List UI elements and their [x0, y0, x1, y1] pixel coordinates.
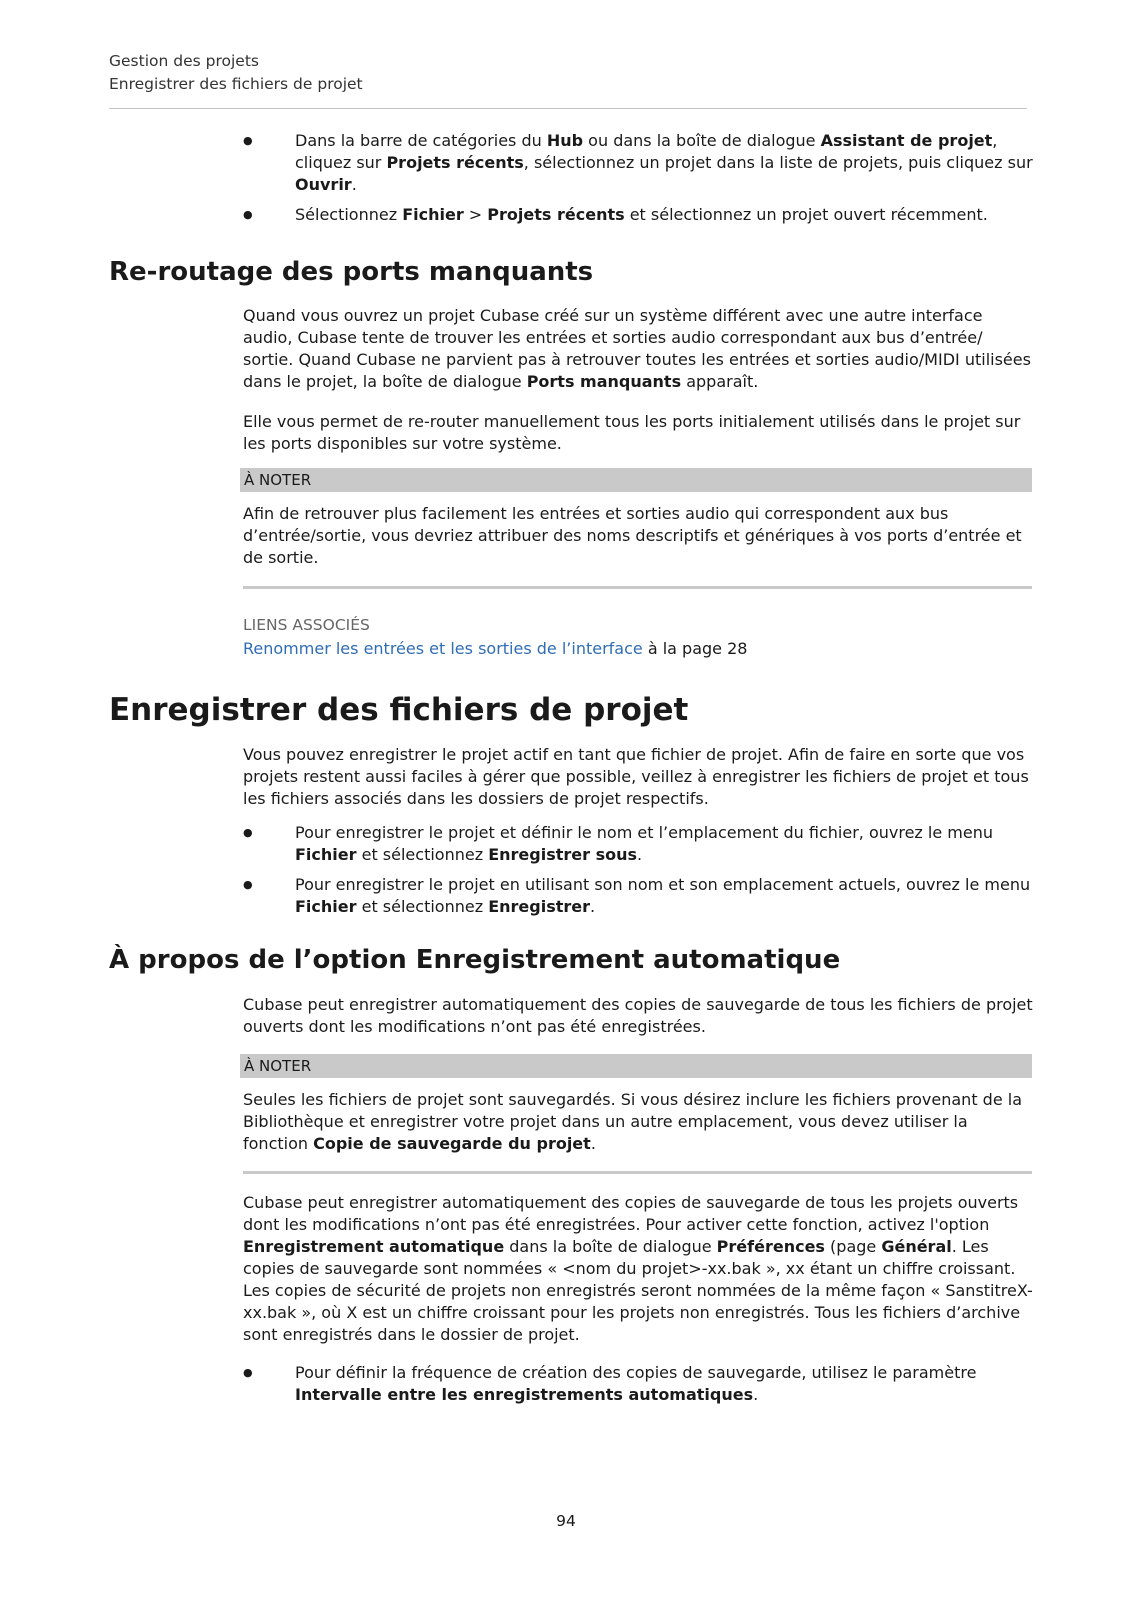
ui-term: Enregistrer sous: [488, 845, 637, 864]
related-links-label: LIENS ASSOCIÉS: [243, 616, 370, 634]
note-label-bar: À NOTER: [240, 468, 1032, 492]
page-number: 94: [556, 1512, 576, 1530]
list-item: ● Pour définir la fréquence de création des copies de sauvegarde, utilisez le paramètre Intervalle entre les enregistrements automatiques.: [243, 1362, 1033, 1406]
related-link-page: à la page 28: [642, 639, 748, 658]
chapter-heading-save: Enregistrer des fichiers de projet: [109, 692, 689, 728]
ui-term: Hub: [546, 131, 584, 150]
ui-term: Projets récents: [386, 153, 524, 172]
related-link[interactable]: Renommer les entrées et les sorties de l’interface: [243, 639, 643, 658]
header-divider: [109, 108, 1027, 109]
note-divider: [243, 1171, 1032, 1174]
note-text: Seules les fichiers de projet sont sauvegardés. Si vous désirez inclure les fichiers provenant de la Bibliothèque et enregistrer votre projet dans un autre emplacement, vous devez utiliser la fonction Copie de sauvegarde du projet.: [243, 1090, 1023, 1153]
section-heading-autosave: À propos de l’option Enregistrement automatique: [109, 945, 841, 975]
autosave-bullet-list: [243, 1362, 1033, 1414]
note-text: Afin de retrouver plus facilement les entrées et sorties audio qui correspondent aux bus d’entrée/sortie, vous devriez attribuer des noms descriptifs et génériques à vos ports d’entrée et de sortie.: [243, 504, 1022, 567]
ui-term: Intervalle entre les enregistrements automatiques: [295, 1385, 754, 1404]
ui-term: Enregistrement automatique: [243, 1237, 505, 1256]
list-item: ● Sélectionnez Fichier > Projets récents et sélectionnez un projet ouvert récemment.: [243, 204, 1033, 226]
note-label-bar: À NOTER: [240, 1054, 1032, 1078]
header-chapter: Gestion des projets: [109, 52, 259, 70]
ui-term: Fichier: [295, 845, 357, 864]
rerouting-paragraph-2: Elle vous permet de re-router manuellement tous les ports initialement utilisés dans le projet sur les ports disponibles sur votre système.: [243, 412, 1021, 453]
ui-term: Fichier: [402, 205, 464, 224]
save-bullet-list: [243, 822, 1033, 926]
note-divider: [243, 586, 1032, 589]
rerouting-paragraph-1: Quand vous ouvrez un projet Cubase créé sur un système différent avec une autre interface audio, Cubase tente de trouver les entrées et sorties audio correspondant aux bus d’entrée/ sortie. Quand Cubase ne parvient pas à retrouver toutes les entrées et sorties audio/MIDI utilisées dans le projet, la boîte de dialogue Ports manquants apparaît.: [243, 306, 1031, 391]
ui-term: Enregistrer: [488, 897, 590, 916]
section-heading-rerouting: Re-routage des ports manquants: [109, 257, 594, 287]
list-item: ● Pour enregistrer le projet en utilisant son nom et son emplacement actuels, ouvrez le menu Fichier et sélectionnez Enregistrer.: [243, 874, 1033, 918]
save-paragraph-1: Vous pouvez enregistrer le projet actif en tant que fichier de projet. Afin de faire en sorte que vos projets restent aussi faciles à gérer que possible, veillez à enregistrer les fichiers de projet et tous les fichiers associés dans les dossiers de projet respectifs.: [243, 745, 1029, 808]
ui-term: Projets récents: [487, 205, 625, 224]
ui-term: Préférences: [716, 1237, 825, 1256]
ui-term: Fichier: [295, 897, 357, 916]
related-link-line: [243, 638, 747, 660]
ui-term: Ports manquants: [526, 372, 682, 391]
ui-term: Copie de sauvegarde du projet: [313, 1134, 591, 1153]
ui-term: Assistant de projet: [820, 131, 993, 150]
header-section: Enregistrer des fichiers de projet: [109, 75, 363, 93]
ui-term: Général: [881, 1237, 952, 1256]
list-item: ● Dans la barre de catégories du Hub ou dans la boîte de dialogue Assistant de projet, cliquez sur Projets récents, sélectionnez un projet dans la liste de projets, puis cliquez sur Ouvrir.: [243, 130, 1033, 196]
autosave-paragraph-2: Cubase peut enregistrer automatiquement des copies de sauvegarde de tous les projets ouverts dont les modifications n’ont pas été enregistrées. Pour activer cette fonction, activez l'option Enregistrement automatique dans la boîte de dialogue Préférences (page Général. Les copies de sauvegarde sont nommées « <nom du projet>-xx.bak », xx étant un chiffre croissant. Les copies de sécurité de projets non enregistrés seront nommées de la même façon « SanstitreX-xx.bak », où X est un chiffre croissant pour les projets non enregistrés. Tous les fichiers d’archive sont enregistrés dans le dossier de projet.: [243, 1193, 1033, 1344]
running-header: [109, 50, 1027, 96]
intro-bullet-list: [243, 130, 1033, 234]
list-item: ● Pour enregistrer le projet et définir le nom et l’emplacement du fichier, ouvrez le menu Fichier et sélectionnez Enregistrer sous.: [243, 822, 1033, 866]
autosave-paragraph-1: Cubase peut enregistrer automatiquement des copies de sauvegarde de tous les fichiers de projet ouverts dont les modifications n’ont pas été enregistrées.: [243, 995, 1033, 1036]
ui-term: Ouvrir: [295, 175, 352, 194]
